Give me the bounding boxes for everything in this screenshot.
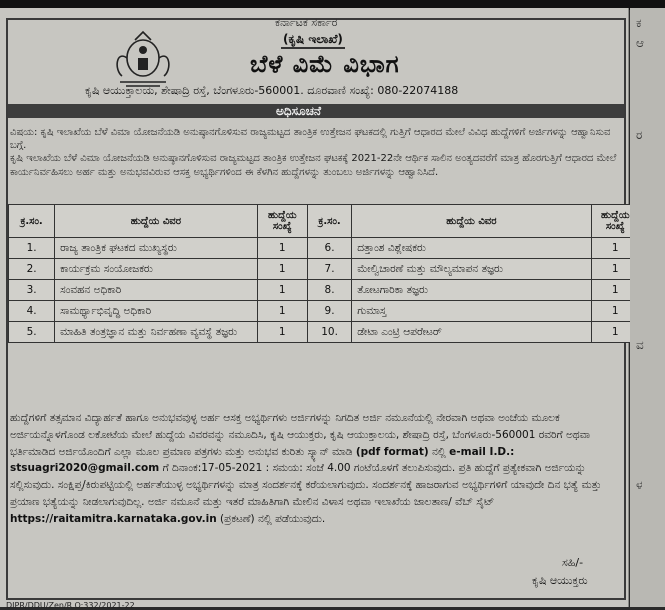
table-cell: 6. <box>307 238 351 259</box>
notice-subject: ವಿಷಯ: ಕೃಷಿ ಇಲಾಖೆಯ ಬೆಳೆ ವಿಮಾ ಯೋಜನೆಯಡಿ ಅನುಷ್ಠಾನಗೊಳಿಸುವ ರಾಜ್ಯಮಟ್ಟದ ತಾಂತ್ರಿಕ ಉತ್ತೇಜನ ಘಟಕದಲ್ಲಿ ಗುತ್ತಿಗೆ ಆಧಾರದ ಮೇಲೆ ವಿವಿಧ ಹುದ್ದೆಗಳಿಗೆ ಅರ್ಜಿಗಳನ್ನು ಆಹ್ವಾನಿಸುವ ಬಗ್ಗೆ. <box>10 127 611 151</box>
table-cell: 10. <box>307 322 351 343</box>
table-cell: 1 <box>591 259 639 280</box>
website-url: https://raitamitra.karnataka.gov.in <box>10 512 217 525</box>
notice-banner <box>8 104 624 118</box>
notice-title: ಬೆಳೆ ವಿಮೆ ವಿಭಾಗ <box>250 50 400 78</box>
table-cell: 1 <box>591 301 639 322</box>
table-cell: 3. <box>9 280 55 301</box>
table-cell: 2. <box>9 259 55 280</box>
body-text-fragment: ನಲ್ಲಿ <box>432 445 446 458</box>
table-cell: ತೋಟಗಾರಿಕಾ ತಜ್ಞರು <box>352 280 591 301</box>
dipr-reference: DIPR/DDU/Zen/R.O:332/2021-22 <box>6 601 135 610</box>
contact-email: e-mail I.D.: stsuagri2020@gmail.com <box>10 445 515 475</box>
table-row <box>9 301 640 322</box>
body-instructions: ಹುದ್ದೆಗಳಿಗೆ ತತ್ಸಮಾನ ವಿದ್ಯಾರ್ಹತೆ ಹಾಗೂ ಅನುಭವವುಳ್ಳ ಅರ್ಹ ಆಸಕ್ತ ಅಭ್ಯರ್ಥಿಗಳು ಅರ್ಜಿಗಳನ್ನು ನಿಗದಿತ ಅರ್ಜಿ ನಮೂನೆಯಲ್ಲಿ ನೇರವಾಗಿ ಅಥವಾ ಅಂಚೆಯ ಮೂಲಕ ಅರ್ಜಿಯನ್ನೊಳಗೊಂಡ ಲಕೋಟೆಯ ಮೇಲೆ ಹುದ್ದೆಯ ವಿವರವನ್ನು ನಮೂದಿಸಿ, ಕೃಷಿ ಆಯುಕ್ತರು, ಕೃಷಿ ಆಯುಕ್ತಾಲಯ, ಶೇಷಾದ್ರಿ ರಸ್ತೆ, ಬೆಂಗಳೂರು-560001 ರವರಿಗೆ ಅಥವಾ ಭರ್ತಿಮಾಡಿದ ಅರ್ಜಿಯೊಂದಿಗೆ ಎಲ್ಲಾ ಮೂಲ ಪ್ರಮಾಣ ಪತ್ರಗಳು ಮತ್ತು ಅನುಭವ ಕುರಿತು ಸ್ಕ್ಯಾನ್ ಮಾಡಿ <box>10 412 591 458</box>
scrap-text: ಕ <box>636 16 642 30</box>
body-tail: (ಪ್ರಕಟಣೆ) ನಲ್ಲಿ ಪಡೆಯುವುದು. <box>220 512 326 525</box>
department-label: (ಕೃಷಿ ಇಲಾಖೆ) <box>281 32 345 49</box>
table-cell: 1 <box>591 280 639 301</box>
table-row <box>9 280 640 301</box>
table-header: ಹುದ್ದೆಯ ವಿವರ <box>55 205 257 238</box>
table-cell: 1 <box>591 322 639 343</box>
office-address: ಕೃಷಿ ಆಯುಕ್ತಾಲಯ, ಶೇಷಾದ್ರಿ ರಸ್ತೆ, ಬೆಂಗಳೂರು-560001. ದೂರವಾಣಿ ಸಂಖ್ಯೆ: 080-22074188 <box>85 84 459 97</box>
newspaper-clipping <box>0 8 630 610</box>
table-cell: 5. <box>9 322 55 343</box>
table-cell: ಗುಮಾಸ್ತ <box>352 301 591 322</box>
posts-table <box>8 204 640 343</box>
table-cell: ಸಂವಹನ ಅಧಿಕಾರಿ <box>55 280 257 301</box>
body-deadline-text: ಗೆ ದಿನಾಂಕ:17-05-2021 : ಸಮಯ: ಸಂಜೆ 4.00 ಗಂಟೆಯೊಳಗೆ ತಲುಪಿಸುವುದು. ಪ್ರತಿ ಹುದ್ದೆಗೆ ಪ್ರತ್ಯೇಕವಾಗಿ ಅರ್ಜಿಯನ್ನು ಸಲ್ಲಿಸುವುದು. ಸಂಕ್ಷಿಪ್ತ/ಕಿರುಪಟ್ಟಿಯಲ್ಲಿ ಅರ್ಹತೆಯುಳ್ಳ ಅಭ್ಯರ್ಥಿಗಳನ್ನು ಮಾತ್ರ ಸಂದರ್ಶನಕ್ಕೆ ಕರೆಯಲಾಗುವುದು. ಸಂದರ್ಶನಕ್ಕೆ ಹಾಜರಾಗುವ ಅಭ್ಯರ್ಥಿಗಳಿಗೆ ಯಾವುದೇ ದಿನ ಭತ್ಯೆ ಮತ್ತು ಪ್ರಯಾಣ ಭತ್ಯೆಯನ್ನು ನೀಡಲಾಗುವುದಿಲ್ಲ. ಅರ್ಜಿ ನಮೂನೆ ಮತ್ತು ಇತರೆ ಮಾಹಿತಿಗಾಗಿ ಮೇಲಿನ ವಿಳಾಸ ಅಥವಾ ಇಲಾಖೆಯ ಜಾಲತಾಣ/ ವೆಬ್ ಸೈಟ್ <box>10 462 602 508</box>
table-header: ಕ್ರ.ಸಂ. <box>9 205 55 238</box>
adjacent-column-scrap <box>630 8 665 607</box>
table-cell: ಮೇಲ್ವಿಚಾರಣೆ ಮತ್ತು ಮೌಲ್ಯಮಾಪನ ತಜ್ಞರು <box>352 259 591 280</box>
table-cell: ಸಾಮರ್ಥ್ಯಾಭಿವೃದ್ಧಿ ಅಧಿಕಾರಿ <box>55 301 257 322</box>
signatory-title: ಕೃಷಿ ಆಯುಕ್ತರು <box>532 574 588 587</box>
table-cell: 1 <box>257 301 307 322</box>
table-cell: 1. <box>9 238 55 259</box>
table-header: ಹುದ್ದೆಯ ಸಂಖ್ಯೆ <box>591 205 639 238</box>
notice-label: ಅಧಿಸೂಚನೆ <box>276 104 322 118</box>
scrap-text: ಳ <box>636 478 643 492</box>
table-cell: 1 <box>257 259 307 280</box>
table-header: ಕ್ರ.ಸಂ. <box>307 205 351 238</box>
table-row <box>9 322 640 343</box>
karnataka-emblem-icon <box>108 28 178 90</box>
table-cell: 1 <box>257 238 307 259</box>
table-cell: ದತ್ತಾಂಶ ವಿಶ್ಲೇಷಕರು <box>352 238 591 259</box>
table-row <box>9 238 640 259</box>
scrap-text: ಆ <box>636 36 644 50</box>
table-cell: 4. <box>9 301 55 322</box>
table-header: ಹುದ್ದೆಯ ವಿವರ <box>352 205 591 238</box>
table-header: ಹುದ್ದೆಯ ಸಂಖ್ಯೆ <box>257 205 307 238</box>
signature-mark: ಸಹಿ/- <box>562 556 584 569</box>
table-cell: ಡೇಟಾ ಎಂಟ್ರಿ ಆಪರೇಟರ್ <box>352 322 591 343</box>
pdf-format-note: (pdf format) <box>355 445 429 458</box>
government-label: ಕರ್ನಾಟಕ ಸರ್ಕಾರ <box>275 16 338 29</box>
table-cell: ಕಾರ್ಯಕ್ರಮ ಸಂಯೋಜಕರು <box>55 259 257 280</box>
table-cell: 1 <box>257 322 307 343</box>
table-cell: 8. <box>307 280 351 301</box>
table-header-row <box>9 205 640 238</box>
table-cell: 1 <box>257 280 307 301</box>
table-cell: 1 <box>591 238 639 259</box>
notice-body <box>10 410 622 528</box>
notice-intro: ಕೃಷಿ ಇಲಾಖೆಯ ಬೆಳೆ ವಿಮಾ ಯೋಜನೆಯಡಿ ಅನುಷ್ಠಾನಗೊಳಿಸುವ ರಾಜ್ಯಮಟ್ಟದ ತಾಂತ್ರಿಕ ಉತ್ತೇಜನ ಘಟಕಕ್ಕೆ 2021-22ನೇ ಆರ್ಥಿಕ ಸಾಲಿನ ಅಂತ್ಯದವರೆಗೆ ಮಾತ್ರ ಹೊರಗುತ್ತಿಗೆ ಆಧಾರದ ಮೇಲೆ ಕಾರ್ಯನಿರ್ವಹಿಸಲು ಅರ್ಹ ಮತ್ತು ಅನುಭವವಿರುವ ಆಸಕ್ತ ಅಭ್ಯರ್ಥಿಗಳಿಂದ ಈ ಕೆಳಗಿನ ಹುದ್ದೆಗಳನ್ನು ತುಂಬಲು ಅರ್ಜಿಗಳನ್ನು ಆಹ್ವಾನಿಸಿದೆ. <box>10 153 617 178</box>
table-cell: ಮಾಹಿತಿ ತಂತ್ರಜ್ಞಾನ ಮತ್ತು ನಿರ್ವಹಣಾ ವ್ಯವಸ್ಥೆ ತಜ್ಞರು <box>55 322 257 343</box>
table-row <box>9 259 640 280</box>
scrap-text: ರ <box>636 128 643 142</box>
table-cell: 7. <box>307 259 351 280</box>
table-cell: 9. <box>307 301 351 322</box>
scrap-text: ವ <box>636 338 644 352</box>
table-cell: ರಾಜ್ಯ ತಾಂತ್ರಿಕ ಘಟಕದ ಮುಖ್ಯಸ್ಥರು <box>55 238 257 259</box>
